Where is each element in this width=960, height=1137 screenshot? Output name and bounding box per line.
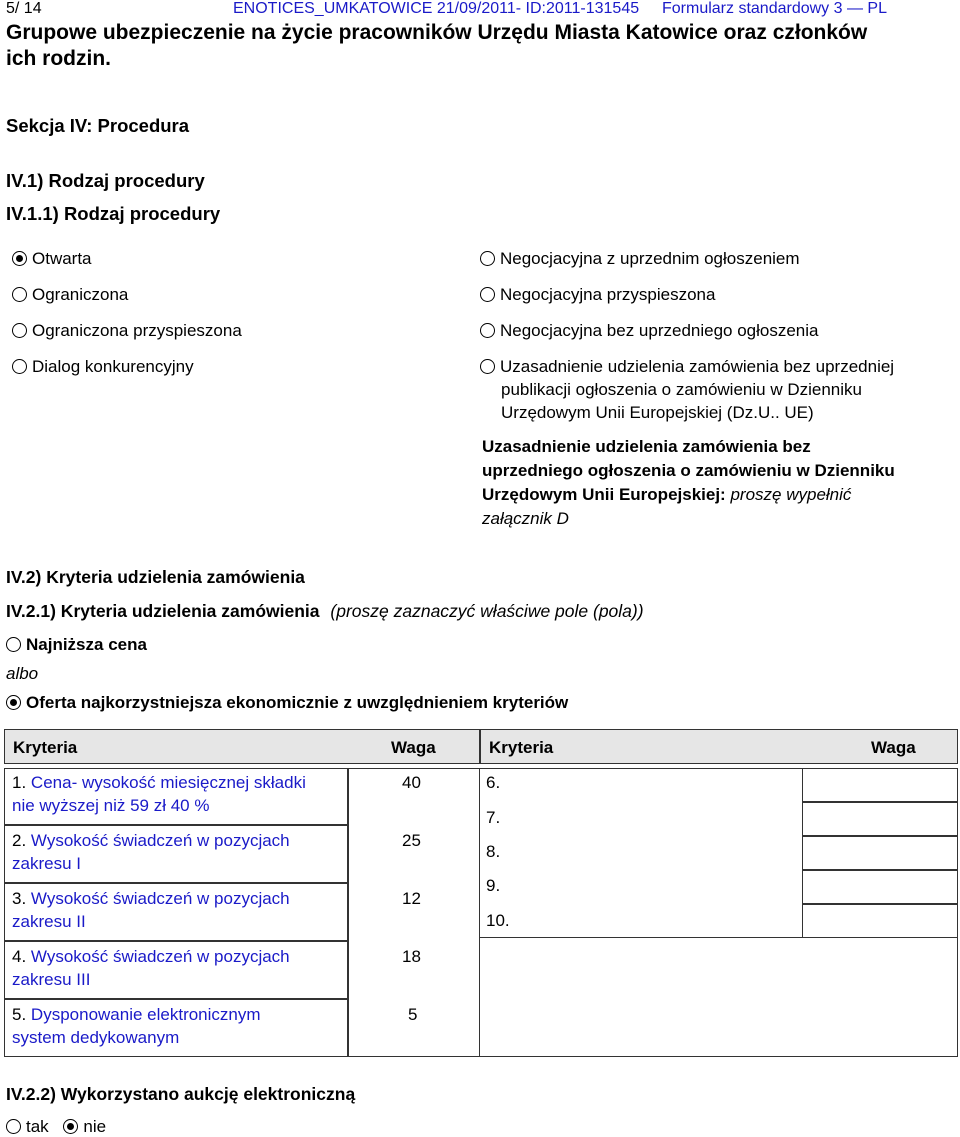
radio-unchecked-icon[interactable]: [12, 323, 27, 338]
procedure-uzasadnienie[interactable]: Uzasadnienie udzielenia zamówienia bez uprzedniej: [480, 356, 894, 377]
table-cell-border: [802, 836, 958, 870]
procedure-ograniczona[interactable]: Ograniczona: [12, 284, 128, 305]
criterion-best-offer[interactable]: Oferta najkorzystniejsza ekonomicznie z uwzględnieniem kryteriów: [6, 692, 568, 713]
justification-line3: Urzędowym Unii Europejskiej (Dz.U.. UE): [501, 403, 814, 422]
table-cell-border: [802, 904, 958, 938]
notice-id: ENOTICES_UMKATOWICE 21/09/2011- ID:2011-131545: [233, 0, 640, 17]
auction-nie[interactable]: nie: [63, 1117, 106, 1136]
section-iv-heading: Sekcja IV: Procedura: [6, 115, 190, 136]
procedure-dialog[interactable]: Dialog konkurencyjny: [12, 356, 194, 377]
procedure-negocjacyjna-bez-ogloszenia[interactable]: Negocjacyjna bez uprzedniego ogłoszenia: [480, 320, 819, 341]
table-cell-border: [802, 768, 958, 802]
radio-unchecked-icon[interactable]: [12, 287, 27, 302]
page-title-line1: Grupowe ubezpieczenie na życie pracowników Urzędu Miasta Katowice oraz członków: [6, 21, 868, 44]
iv22-heading: IV.2.2) Wykorzystano aukcję elektroniczną: [6, 1084, 356, 1104]
procedure-otwarta[interactable]: Otwarta: [12, 248, 92, 269]
criteria-table: [4, 729, 958, 1057]
radio-unchecked-icon[interactable]: [12, 359, 27, 374]
table-row-4: 4. Wysokość świadczeń w pozycjach zakresu III: [12, 947, 290, 989]
radio-unchecked-icon[interactable]: [480, 287, 495, 302]
table-header-left: Kryteria Waga: [4, 729, 480, 764]
table-cell-border: [802, 802, 958, 836]
form-name: Formularz standardowy 3 — PL: [662, 0, 887, 17]
radio-checked-icon[interactable]: [63, 1119, 78, 1134]
page-title-line2: ich rodzin.: [6, 47, 111, 70]
albo-text: albo: [6, 664, 39, 683]
table-right-empty: [480, 938, 958, 1057]
justification-bold-1: Uzasadnienie udzielenia zamówienia bez: [482, 437, 811, 456]
radio-unchecked-icon[interactable]: [6, 1119, 21, 1134]
auction-tak[interactable]: tak: [6, 1117, 49, 1136]
table-cell-border: [802, 870, 958, 904]
radio-unchecked-icon[interactable]: [480, 323, 495, 338]
radio-unchecked-icon[interactable]: [480, 251, 495, 266]
procedure-ograniczona-przyspieszona[interactable]: Ograniczona przyspieszona: [12, 320, 242, 341]
procedure-negocjacyjna-z-ogloszeniem[interactable]: Negocjacyjna z uprzednim ogłoszeniem: [480, 248, 800, 269]
iv11-heading: IV.1.1) Rodzaj procedury: [6, 203, 221, 224]
weight-4: 18: [402, 947, 421, 966]
right-row-8: 8.: [486, 842, 501, 861]
table-row-1: 1. Cena- wysokość miesięcznej składki nie wyższej niż 59 zł 40 %: [12, 773, 306, 815]
criterion-lowest-price[interactable]: Najniższa cena: [6, 634, 147, 655]
radio-checked-icon[interactable]: [6, 695, 21, 710]
justification-bold-2: uprzedniego ogłoszenia o zamówieniu w Dzienniku: [482, 461, 895, 480]
auction-options: [6, 1116, 106, 1137]
table-row-5: 5. Dysponowanie elektronicznym system dedykowanym: [12, 1005, 261, 1047]
weight-1: 40: [402, 773, 421, 792]
justification-bold-3: Urzędowym Unii Europejskiej: proszę wypełnić: [482, 485, 852, 504]
radio-unchecked-icon[interactable]: [480, 359, 495, 374]
table-row-2: 2. Wysokość świadczeń w pozycjach zakresu I: [12, 831, 290, 873]
justification-annex: załącznik D: [482, 509, 569, 528]
table-row-3: 3. Wysokość świadczeń w pozycjach zakresu II: [12, 889, 290, 931]
weight-5: 5: [408, 1005, 418, 1024]
justification-line2: publikacji ogłoszenia o zamówieniu w Dzienniku: [501, 380, 862, 399]
weight-2: 25: [402, 831, 421, 850]
weight-3: 12: [402, 889, 421, 908]
right-row-7: 7.: [486, 808, 501, 827]
page-number: 5/ 14: [6, 0, 42, 17]
iv21-heading: IV.2.1) Kryteria udzielenia zamówienia (proszę zaznaczyć właściwe pole (pola)): [6, 601, 644, 621]
procedure-negocjacyjna-przyspieszona[interactable]: Negocjacyjna przyspieszona: [480, 284, 715, 305]
table-header-right: Kryteria Waga: [480, 729, 958, 764]
right-row-9: 9.: [486, 876, 501, 895]
iv1-heading: IV.1) Rodzaj procedury: [6, 170, 205, 191]
radio-checked-icon[interactable]: [12, 251, 27, 266]
right-row-6: 6.: [486, 773, 501, 792]
iv2-heading: IV.2) Kryteria udzielenia zamówienia: [6, 567, 305, 587]
radio-unchecked-icon[interactable]: [6, 637, 21, 652]
right-row-10: 10.: [486, 911, 510, 930]
